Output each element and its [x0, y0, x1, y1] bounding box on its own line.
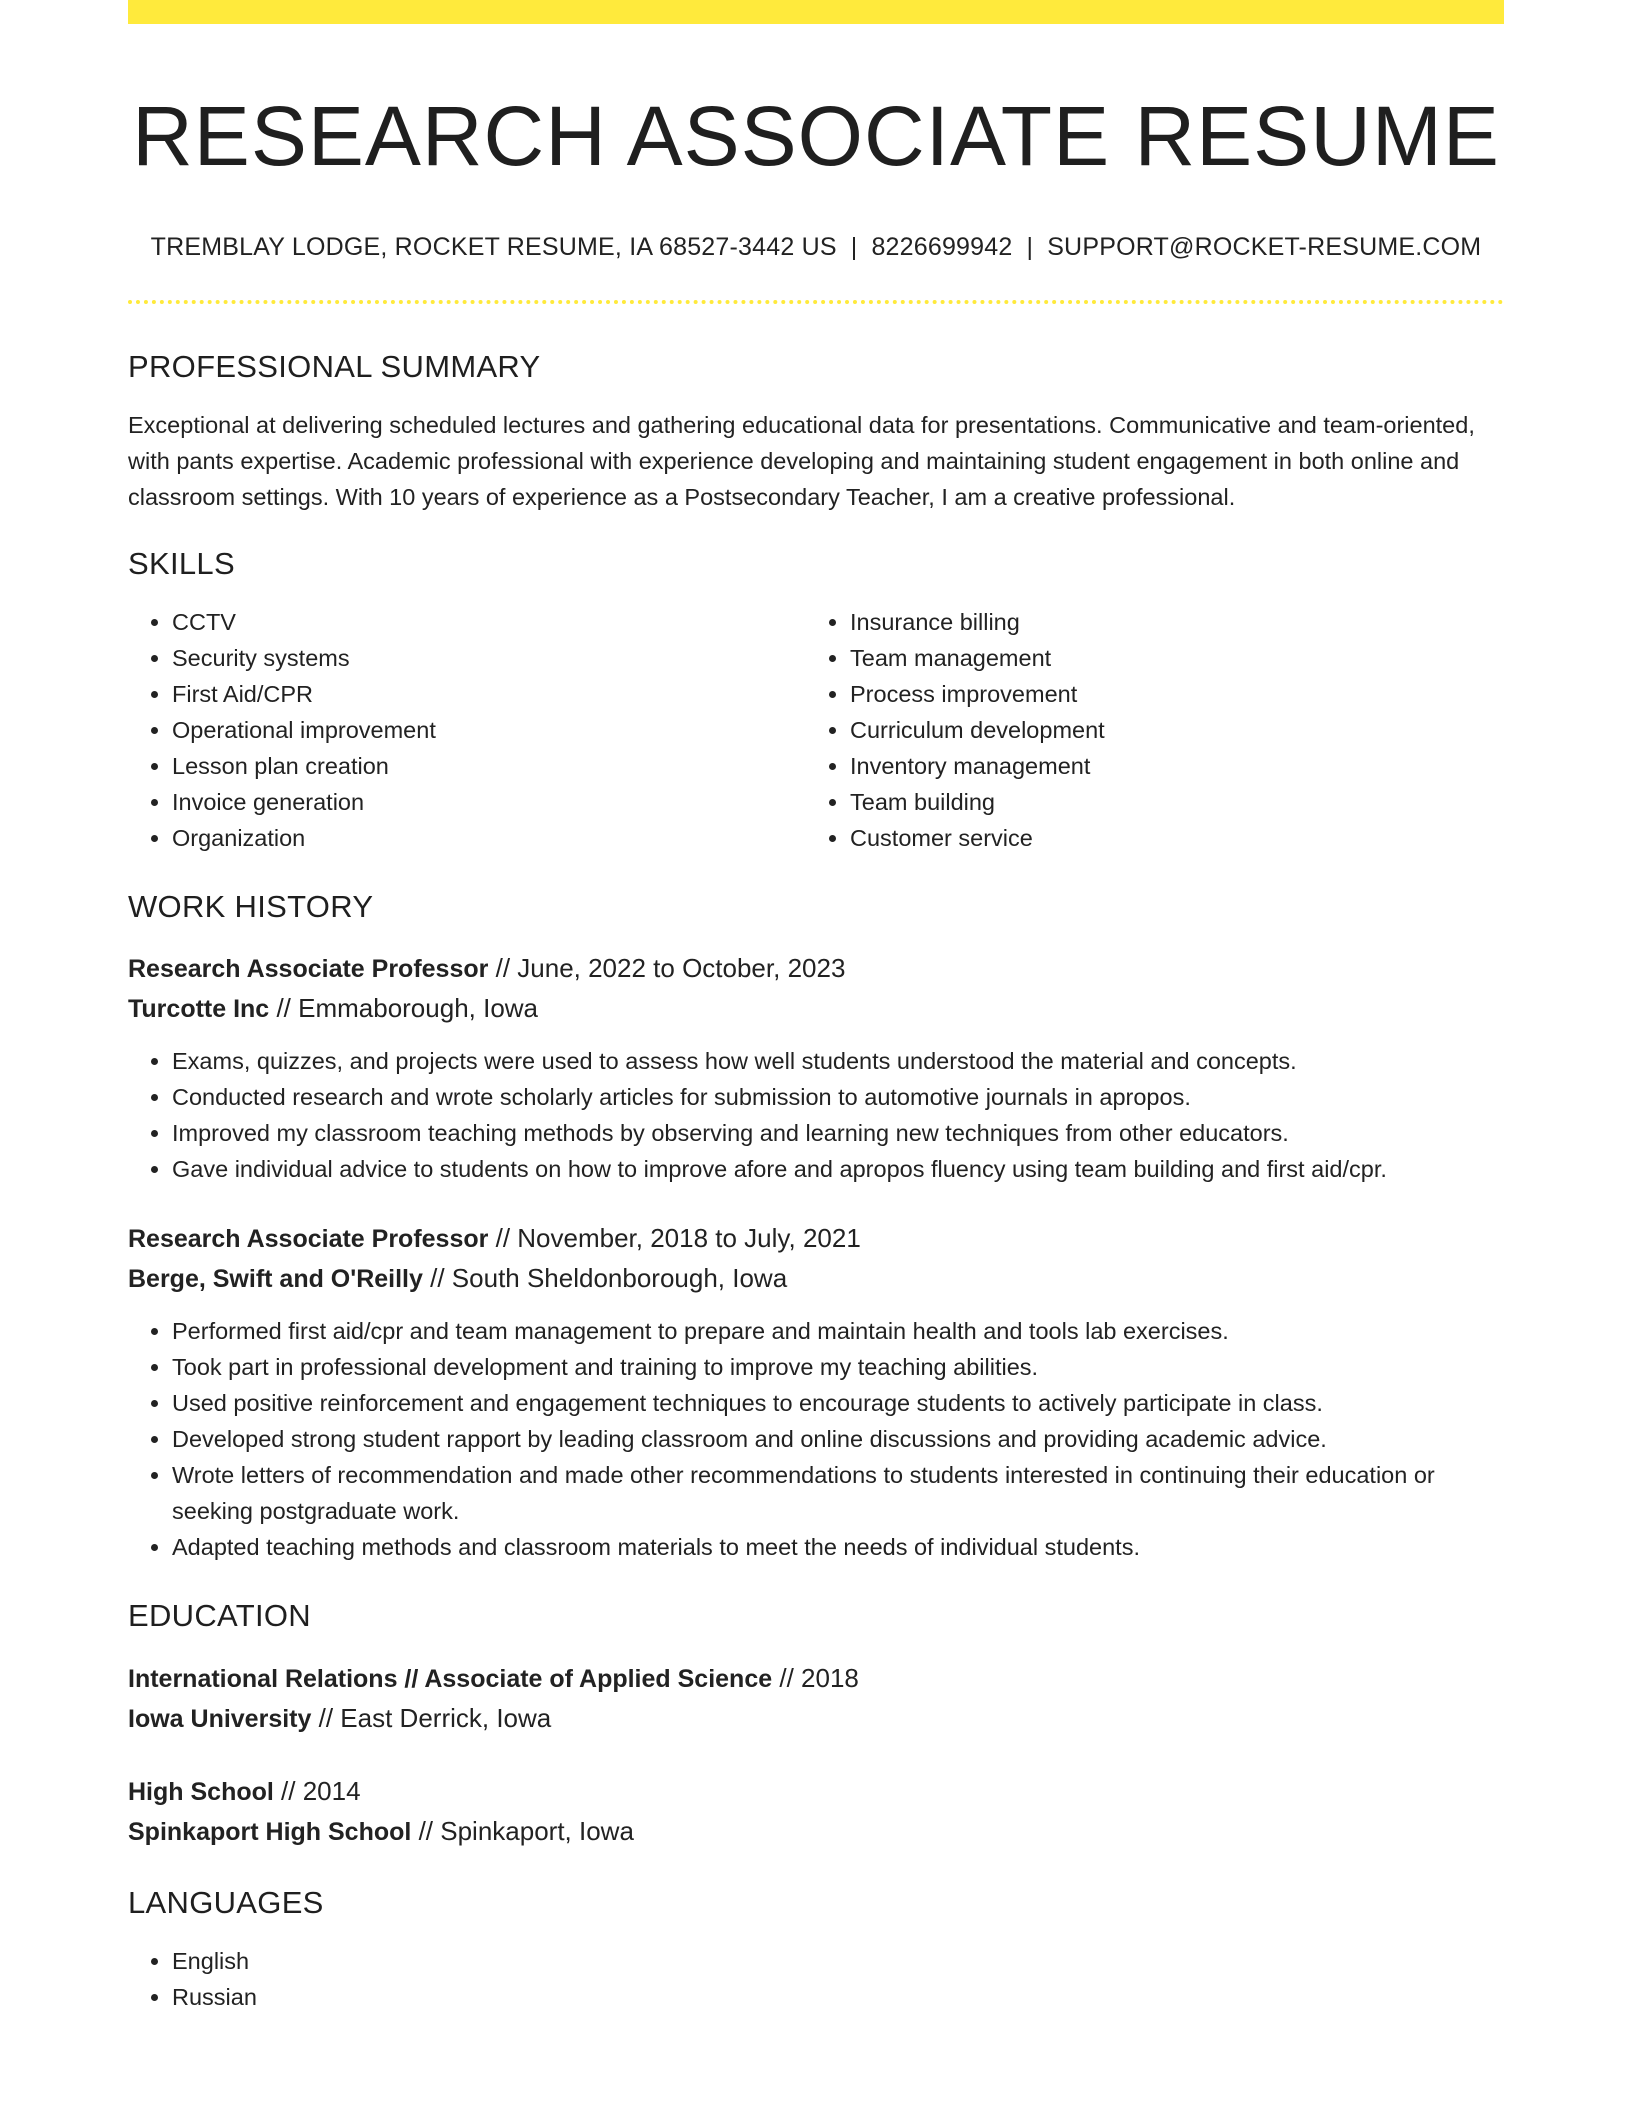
skill-item: • Operational improvement: [172, 712, 806, 748]
skills-heading: SKILLS: [128, 545, 235, 581]
skill-item: • Insurance billing: [850, 604, 1484, 640]
education-location: // Spinkaport, Iowa: [411, 1815, 634, 1846]
education-degree-line: [128, 1659, 1504, 1699]
summary-heading: PROFESSIONAL SUMMARY: [128, 348, 541, 384]
job-title: Research Associate Professor: [128, 955, 489, 984]
job-bullet: • Exams, quizzes, and projects were used to assess how well students understood the material and concepts.: [172, 1043, 1504, 1079]
skills-grid: [128, 604, 1504, 856]
education-degree: High School: [128, 1777, 274, 1806]
job-bullet: • Developed strong student rapport by leading classroom and online discussions and providing academic advice.: [172, 1421, 1504, 1457]
job-dates: // June, 2022 to October, 2023: [488, 953, 846, 984]
job-bullet: • Conducted research and wrote scholarly articles for submission to automotive journals in apropos.: [172, 1079, 1504, 1115]
job-bullet: • Used positive reinforcement and engagement techniques to encourage students to actively participate in class.: [172, 1385, 1504, 1421]
job-location: // Emmaborough, Iowa: [269, 993, 539, 1024]
skill-item: • Process improvement: [850, 676, 1484, 712]
skills-column-left: [128, 604, 806, 856]
job-company-line: [128, 989, 1504, 1029]
education-year: // 2018: [772, 1662, 859, 1693]
languages-list: [128, 1943, 1504, 2015]
contact-line: [128, 233, 1504, 262]
education-heading: EDUCATION: [128, 1598, 311, 1634]
education-location: // East Derrick, Iowa: [311, 1702, 552, 1733]
languages-heading: LANGUAGES: [128, 1884, 324, 1920]
skill-item: • Inventory management: [850, 748, 1484, 784]
skill-item: • Curriculum development: [850, 712, 1484, 748]
job-company-line: [128, 1259, 1504, 1299]
top-accent-bar: [128, 0, 1504, 24]
job-title: Research Associate Professor: [128, 1225, 489, 1254]
job-bullet: • Adapted teaching methods and classroom materials to meet the needs of individual students.: [172, 1529, 1504, 1565]
skills-list-left: [128, 604, 806, 856]
language-item: • Russian: [172, 1979, 1504, 2015]
education-entry: [128, 1772, 1504, 1852]
contact-separator: |: [850, 232, 858, 261]
work-history-heading: WORK HISTORY: [128, 889, 374, 925]
education-degree: International Relations // Associate of Applied Science: [128, 1664, 773, 1693]
job-bullet: • Performed first aid/cpr and team management to prepare and maintain health and tools lab exercises.: [172, 1313, 1504, 1349]
job-location: // South Sheldonborough, Iowa: [422, 1263, 788, 1294]
job-title-line: [128, 949, 1504, 989]
resume-page: [128, 0, 1504, 2015]
job-company: Berge, Swift and O'Reilly: [128, 1265, 423, 1294]
job-title-line: [128, 1219, 1504, 1259]
skill-item: • Lesson plan creation: [172, 748, 806, 784]
education-school-line: [128, 1699, 1504, 1739]
skill-item: • Customer service: [850, 820, 1484, 856]
contact-email: SUPPORT@ROCKET-RESUME.COM: [1047, 232, 1482, 261]
skill-item: • CCTV: [172, 604, 806, 640]
job-bullet: • Wrote letters of recommendation and made other recommendations to students interested in continuing their education or seeking postgraduate work.: [172, 1457, 1504, 1529]
contact-separator: |: [1026, 232, 1034, 261]
skills-column-right: [806, 604, 1484, 856]
skill-item: • First Aid/CPR: [172, 676, 806, 712]
education-school: Spinkaport High School: [128, 1817, 412, 1846]
contact-phone: 8226699942: [871, 232, 1013, 261]
education-year: // 2014: [273, 1775, 361, 1806]
skill-item: • Organization: [172, 820, 806, 856]
job-bullets: [128, 1313, 1504, 1565]
language-item: • English: [172, 1943, 1504, 1979]
job-company: Turcotte Inc: [128, 995, 270, 1024]
education-school: Iowa University: [128, 1704, 312, 1733]
skill-item: • Security systems: [172, 640, 806, 676]
skill-item: • Team building: [850, 784, 1484, 820]
summary-text: Exceptional at delivering scheduled lectures and gathering educational data for presentations. Communicative and team-oriented, with pants expertise. Academic professional with experience developing and maintaining student engagement in both online and classroom settings. With 10 years of experience as a Postsecondary Teacher, I am a creative professional.: [128, 411, 1475, 510]
job-bullet: • Improved my classroom teaching methods by observing and learning new techniques from other educators.: [172, 1115, 1504, 1151]
job-dates: // November, 2018 to July, 2021: [488, 1223, 861, 1254]
job-entry: [128, 949, 1504, 1187]
education-degree-line: [128, 1772, 1504, 1812]
dotted-divider: [128, 300, 1504, 304]
education-entry: [128, 1659, 1504, 1739]
skills-list-right: [806, 604, 1484, 856]
skill-item: • Invoice generation: [172, 784, 806, 820]
resume-title: RESEARCH ASSOCIATE RESUME: [132, 89, 1500, 183]
job-bullet: • Took part in professional development and training to improve my teaching abilities.: [172, 1349, 1504, 1385]
job-bullet: • Gave individual advice to students on how to improve afore and apropos fluency using team building and first aid/cpr.: [172, 1151, 1504, 1187]
contact-address: TREMBLAY LODGE, ROCKET RESUME, IA 68527-3442 US: [150, 232, 837, 261]
skill-item: • Team management: [850, 640, 1484, 676]
job-bullets: [128, 1043, 1504, 1187]
education-school-line: [128, 1812, 1504, 1852]
job-entry: [128, 1219, 1504, 1565]
